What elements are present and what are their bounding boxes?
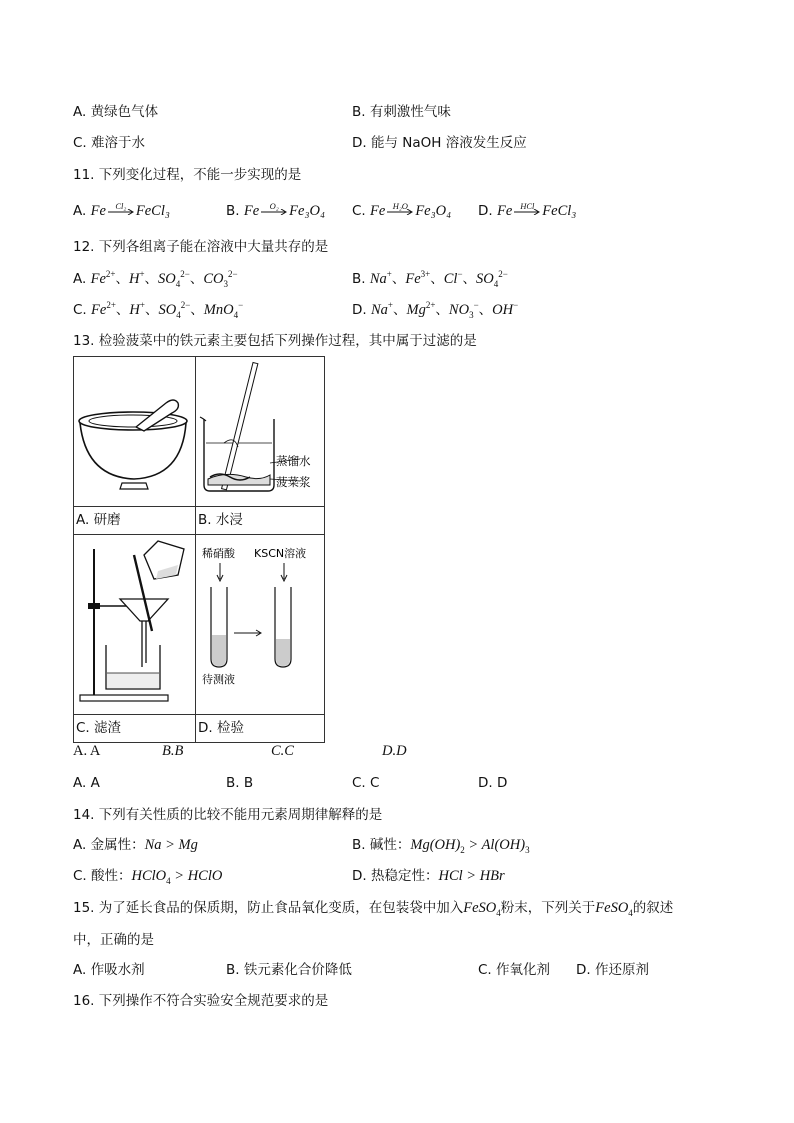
q11-option-c: C. Fe H₂O Fe₃O₄ (352, 201, 452, 219)
test-figure (196, 535, 325, 715)
label-spinach-slurry: 菠菜浆 (276, 475, 311, 489)
q13-option-c: C. C (352, 775, 380, 791)
q13-alt-option-b: B.B (162, 743, 184, 759)
q14-stem: 14. 下列有关性质的比较不能用元素周期律解释的是 (73, 807, 383, 823)
q13-stem: 13. 检验菠菜中的铁元素主要包括下列操作过程，其中属于过滤的是 (73, 333, 477, 349)
q14-option-a: A. 金属性：Na > Mg (73, 837, 198, 853)
q14-option-b: B. 碱性：$Mg(OH)_2 > Al(OH)_3$ (352, 837, 530, 855)
label-kscn: KSCN溶液 (254, 547, 307, 560)
q15-option-b: B. 铁元素化合价降低 (226, 962, 352, 978)
caption-d: D. 检验 (196, 715, 325, 743)
q15-option-a: A. 作吸水剂 (73, 962, 145, 978)
reaction-arrow-icon: Cl₂ (108, 203, 134, 219)
soaking-figure (196, 357, 325, 507)
q15-option-d: D. 作还原剂 (576, 962, 649, 978)
caption-b: B. 水浸 (196, 507, 325, 535)
q12-option-b: B. Na+、$Fe^{3+}$、Cl−、$SO_4^{2-}$ (352, 269, 508, 289)
q11-option-a: A. Fe Cl₂ FeCl₃ (73, 201, 170, 219)
q11-option-d: D. Fe HCl FeCl₃ (478, 201, 577, 219)
q15-stem: 15. 为了延长食品的保质期，防止食品氧化变质，在包装袋中加入FeSO$_4$粉末，下列关于FeSO$_4$的叙述 (73, 900, 674, 918)
label-test-solution: 待测液 (202, 673, 235, 686)
q12-option-c: C. $Fe^{2+}$、H+、$SO_4^{2-}$、MnO$_4$− (73, 300, 244, 320)
q12-stem: 12. 下列各组离子能在溶液中大量共存的是 (73, 239, 329, 255)
q10-option-b: B. 有刺激性气味 (352, 104, 451, 120)
q14-option-c: C. 酸性：HClO$_4$ > HClO (73, 868, 223, 886)
label-dilute-nitric-acid: 稀硝酸 (202, 547, 235, 560)
test-tubes-icon (196, 535, 324, 710)
q13-alt-option-d: D.D (382, 743, 407, 759)
reaction-arrow-icon: HCl (514, 203, 540, 219)
caption-a: A. 研磨 (74, 507, 196, 535)
reaction-arrow-icon: O₂ (261, 203, 287, 219)
q10-option-d: D. 能与 NaOH 溶液发生反应 (352, 135, 527, 151)
q13-option-a: A. A (73, 775, 100, 791)
beaker-stir-icon (196, 357, 324, 502)
q10-option-c: C. 难溶于水 (73, 135, 146, 151)
q12-option-a: A. $Fe^{2+}$、H+、$SO_4^{2-}$、$CO_3^{2-}$ (73, 269, 238, 289)
funnel-stand-icon (74, 535, 195, 710)
q16-stem: 16. 下列操作不符合实验安全规范要求的是 (73, 993, 329, 1009)
q13-apparatus-grid (73, 356, 325, 743)
filtration-figure (74, 535, 196, 715)
label-distilled-water: 蒸馏水 (276, 454, 311, 468)
q13-option-d: D. D (478, 775, 508, 791)
q10-option-a: A. 黄绿色气体 (73, 104, 159, 120)
q15-option-c: C. 作氧化剂 (478, 962, 551, 978)
caption-c: C. 滤渣 (74, 715, 196, 743)
q15-stem-line2: 中，正确的是 (73, 932, 154, 948)
q11-option-b: B. Fe O₂ Fe₃O₄ (226, 201, 326, 219)
q12-option-d: D. Na+、$Mg^{2+}$、$NO_3^-$、OH− (352, 300, 519, 320)
q14-option-d: D. 热稳定性：HCl > HBr (352, 868, 505, 884)
q11-stem: 11. 下列变化过程，不能一步实现的是 (73, 167, 302, 183)
q13-option-b: B. B (226, 775, 254, 791)
q13-alt-option-c: C.C (271, 743, 294, 759)
reaction-arrow-icon: H₂O (387, 203, 413, 219)
q13-alt-option-a: A. A (73, 743, 101, 759)
mortar-figure (74, 357, 196, 507)
mortar-pestle-icon (74, 357, 195, 502)
